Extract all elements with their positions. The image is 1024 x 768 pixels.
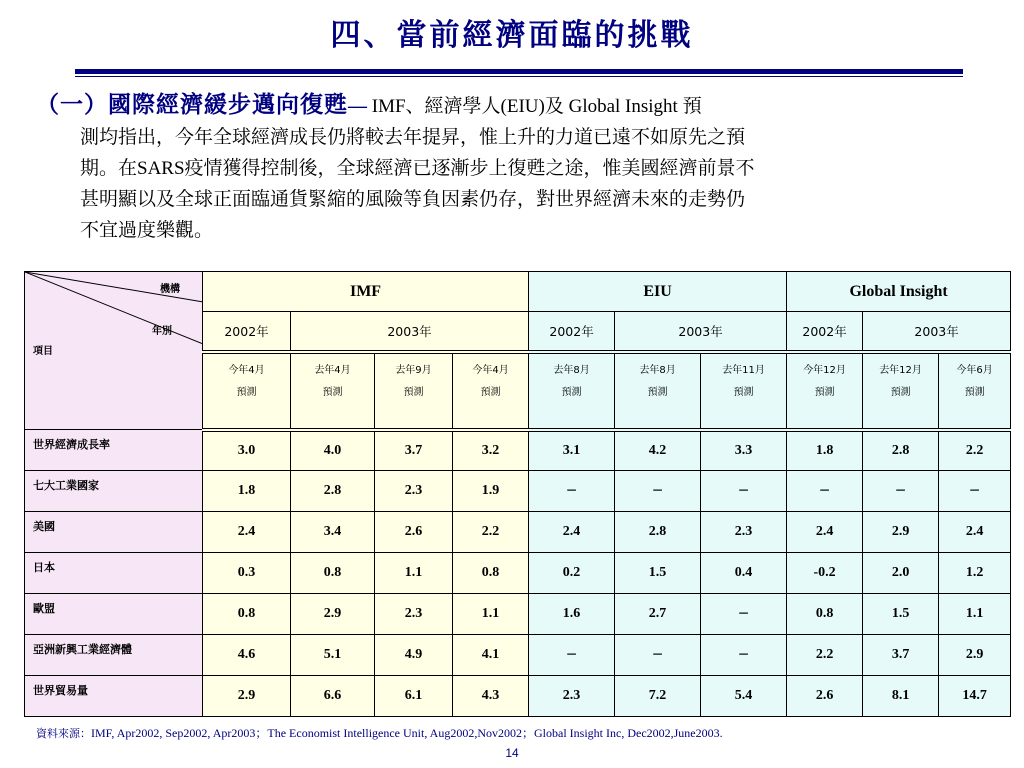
table-cell: 2.9	[203, 676, 291, 717]
table-cell: ─	[615, 471, 701, 512]
table-cell: 4.6	[203, 635, 291, 676]
table-cell: 3.2	[453, 430, 529, 471]
table-cell: 2.7	[615, 594, 701, 635]
paragraph-line-2: 測均指出，今年全球經濟成長仍將較去年提昇，惟上升的力道已遠不如原先之預	[80, 127, 746, 148]
forecast-table	[24, 271, 1011, 717]
header-org-global-insight: Global Insight	[787, 272, 1011, 312]
table-cell: 3.7	[863, 635, 939, 676]
table-cell: ─	[701, 594, 787, 635]
paragraph-line-4: 甚明顯以及全球正面臨通貨緊縮的風險等負因素仍存，對世界經濟未來的走勢仍	[80, 189, 746, 210]
table-row	[25, 553, 1011, 594]
forecast-when: 今年12月	[803, 364, 846, 376]
table-row	[25, 471, 1011, 512]
header-forecast-cell	[863, 352, 939, 430]
forecast-label: 預測	[647, 386, 668, 398]
table-cell: 3.3	[701, 430, 787, 471]
table-cell: 2.2	[453, 512, 529, 553]
corner-label-org: 機構	[160, 284, 180, 295]
table-cell: 0.8	[291, 553, 375, 594]
page-number: 14	[505, 746, 519, 760]
table-cell: ─	[701, 635, 787, 676]
forecast-when: 去年8月	[639, 364, 676, 376]
source-note	[36, 724, 723, 741]
table-cell: 0.8	[787, 594, 863, 635]
forecast-when: 去年11月	[722, 364, 765, 376]
table-cell: 14.7	[939, 676, 1011, 717]
table-cell: 6.1	[375, 676, 453, 717]
table-cell: ─	[615, 635, 701, 676]
table-cell: 3.0	[203, 430, 291, 471]
header-year: 2002年	[787, 312, 863, 352]
title-underline-thin	[75, 76, 963, 77]
source-prefix: 資料來源：	[36, 727, 91, 740]
forecast-label: 預測	[733, 386, 754, 398]
table-cell: 2.8	[291, 471, 375, 512]
header-forecast-cell	[787, 352, 863, 430]
table-row	[25, 635, 1011, 676]
forecast-when: 今年4月	[472, 364, 509, 376]
forecast-when: 今年4月	[228, 364, 265, 376]
row-label: 世界貿易量	[25, 676, 203, 717]
forecast-label: 預測	[890, 386, 911, 398]
forecast-label: 預測	[814, 386, 835, 398]
table-cell: 3.4	[291, 512, 375, 553]
table-cell: 2.4	[939, 512, 1011, 553]
corner-label-item: 項目	[33, 346, 53, 357]
forecast-label: 預測	[561, 386, 582, 398]
table-cell: 1.1	[939, 594, 1011, 635]
table-cell: 2.4	[787, 512, 863, 553]
row-label: 七大工業國家	[25, 471, 203, 512]
header-org-eiu: EIU	[529, 272, 787, 312]
table-cell: 1.5	[615, 553, 701, 594]
table-cell: 2.6	[375, 512, 453, 553]
row-label: 美國	[25, 512, 203, 553]
table-cell: 7.2	[615, 676, 701, 717]
header-org-imf: IMF	[203, 272, 529, 312]
header-forecast-cell	[375, 352, 453, 430]
paragraph-line-5: 不宜過度樂觀。	[80, 220, 214, 241]
row-label: 歐盟	[25, 594, 203, 635]
table-cell: 0.8	[203, 594, 291, 635]
header-forecast-cell	[939, 352, 1011, 430]
table-cell: 1.1	[375, 553, 453, 594]
row-label: 世界經濟成長率	[25, 430, 203, 471]
table-cell: 2.2	[787, 635, 863, 676]
table-cell: 1.8	[203, 471, 291, 512]
table-row	[25, 430, 1011, 471]
table-cell: 1.8	[787, 430, 863, 471]
table-cell: 1.6	[529, 594, 615, 635]
table-cell: 0.2	[529, 553, 615, 594]
section-heading: （一）國際經濟緩步邁向復甦	[36, 92, 348, 118]
table-cell: 2.8	[615, 512, 701, 553]
table-cell: 2.0	[863, 553, 939, 594]
forecast-when: 去年9月	[395, 364, 432, 376]
table-corner-header	[25, 272, 203, 430]
table-cell: 2.3	[701, 512, 787, 553]
table-cell: 0.3	[203, 553, 291, 594]
table-row	[25, 512, 1011, 553]
table-cell: 4.0	[291, 430, 375, 471]
table-cell: 5.4	[701, 676, 787, 717]
table-cell: 2.3	[375, 471, 453, 512]
table-cell: 4.3	[453, 676, 529, 717]
heading-dash: —	[348, 96, 367, 117]
forecast-label: 預測	[480, 386, 501, 398]
table-cell: 1.9	[453, 471, 529, 512]
table-cell: 2.9	[939, 635, 1011, 676]
header-year: 2003年	[615, 312, 787, 352]
table-cell: 4.2	[615, 430, 701, 471]
table-cell: 3.7	[375, 430, 453, 471]
forecast-when: 去年12月	[879, 364, 922, 376]
header-forecast-cell	[291, 352, 375, 430]
header-forecast-cell	[615, 352, 701, 430]
table-cell: 0.4	[701, 553, 787, 594]
header-forecast-cell	[203, 352, 291, 430]
forecast-label: 預測	[964, 386, 985, 398]
corner-label-year: 年別	[152, 326, 172, 337]
table-cell: ─	[863, 471, 939, 512]
forecast-label: 預測	[322, 386, 343, 398]
paragraph-line-3: 期。在SARS疫情獲得控制後，全球經濟已逐漸步上復甦之途，惟美國經濟前景不	[80, 158, 755, 179]
forecast-when: 去年8月	[553, 364, 590, 376]
table-cell: 2.2	[939, 430, 1011, 471]
table-cell: ─	[701, 471, 787, 512]
header-forecast-cell	[529, 352, 615, 430]
table-cell: 8.1	[863, 676, 939, 717]
table-row	[25, 594, 1011, 635]
table-cell: ─	[787, 471, 863, 512]
table-cell: 0.8	[453, 553, 529, 594]
table-cell: 4.9	[375, 635, 453, 676]
header-forecast-cell	[453, 352, 529, 430]
header-year: 2003年	[863, 312, 1011, 352]
paragraph-line-1: IMF、經濟學人(EIU)及 Global Insight 預	[367, 96, 702, 117]
table-cell: 2.3	[375, 594, 453, 635]
header-forecast-cell	[701, 352, 787, 430]
table-cell: 2.9	[291, 594, 375, 635]
table-cell: 2.9	[863, 512, 939, 553]
table-row	[25, 676, 1011, 717]
table-cell: 2.6	[787, 676, 863, 717]
header-year: 2002年	[203, 312, 291, 352]
table-cell: ─	[529, 635, 615, 676]
slide-title: 四、當前經濟面臨的挑戰	[330, 18, 694, 53]
table-cell: -0.2	[787, 553, 863, 594]
table-cell: 2.4	[529, 512, 615, 553]
table-cell: 2.8	[863, 430, 939, 471]
table-cell: ─	[529, 471, 615, 512]
forecast-when: 去年4月	[314, 364, 351, 376]
header-year: 2003年	[291, 312, 529, 352]
table-cell: 1.5	[863, 594, 939, 635]
row-label: 亞洲新興工業經濟體	[25, 635, 203, 676]
table-cell: 2.3	[529, 676, 615, 717]
forecast-when: 今年6月	[956, 364, 993, 376]
forecast-label: 預測	[236, 386, 257, 398]
header-year: 2002年	[529, 312, 615, 352]
row-label: 日本	[25, 553, 203, 594]
forecast-label: 預測	[403, 386, 424, 398]
table-cell: 4.1	[453, 635, 529, 676]
table-cell: 3.1	[529, 430, 615, 471]
intro-paragraph	[36, 90, 994, 246]
table-cell: ─	[939, 471, 1011, 512]
table-cell: 2.4	[203, 512, 291, 553]
table-cell: 6.6	[291, 676, 375, 717]
table-cell: 5.1	[291, 635, 375, 676]
source-text: IMF, Apr2002, Sep2002, Apr2003；The Economist Intelligence Unit, Aug2002,Nov2002；Global Insight Inc, Dec2002,June2003.	[91, 726, 723, 740]
table-cell: 1.1	[453, 594, 529, 635]
table-cell: 1.2	[939, 553, 1011, 594]
title-underline-thick	[75, 69, 963, 74]
